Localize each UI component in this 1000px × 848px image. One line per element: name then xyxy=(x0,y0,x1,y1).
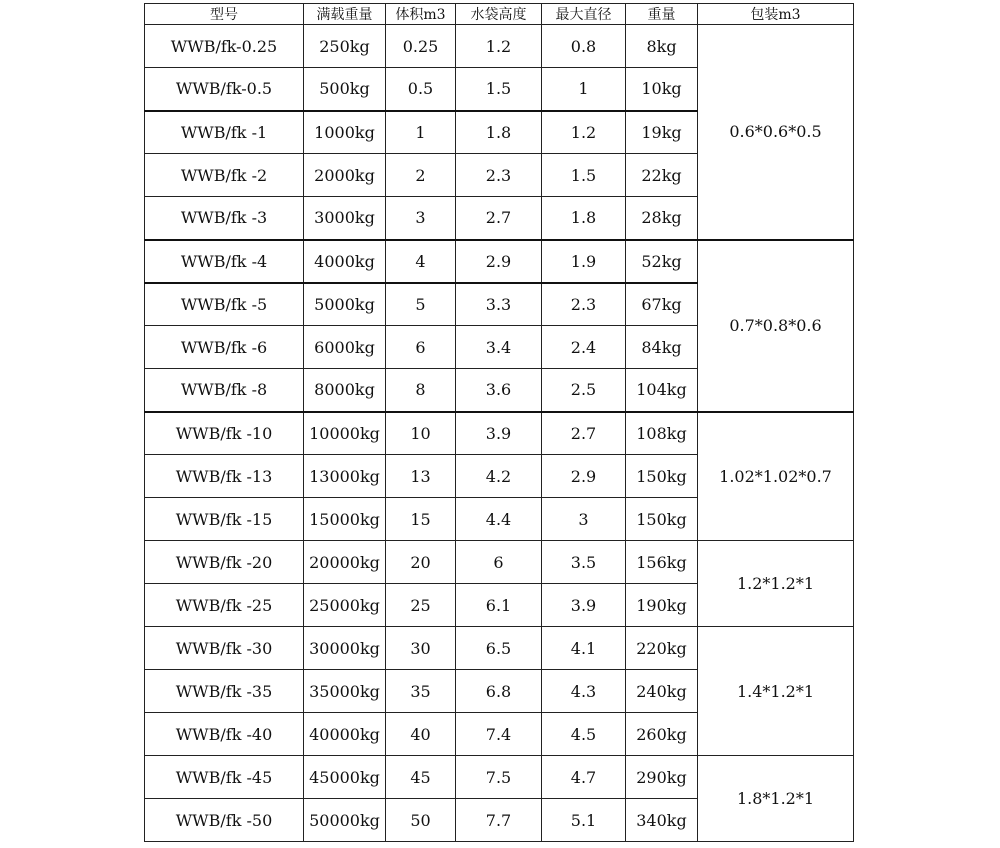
cell-diameter: 1.2 xyxy=(542,111,626,154)
cell-load: 35000kg xyxy=(304,670,386,713)
cell-diameter: 5.1 xyxy=(542,799,626,842)
cell-volume: 4 xyxy=(386,240,456,283)
cell-load: 1000kg xyxy=(304,111,386,154)
cell-volume: 13 xyxy=(386,455,456,498)
header-weight: 重量 xyxy=(626,4,698,25)
cell-weight: 67kg xyxy=(626,283,698,326)
cell-weight: 150kg xyxy=(626,455,698,498)
cell-volume: 45 xyxy=(386,756,456,799)
cell-height: 7.5 xyxy=(456,756,542,799)
cell-model: WWB/fk -3 xyxy=(145,197,304,240)
cell-volume: 25 xyxy=(386,584,456,627)
cell-volume: 30 xyxy=(386,627,456,670)
cell-height: 1.8 xyxy=(456,111,542,154)
cell-packing: 1.02*1.02*0.7 xyxy=(698,412,854,541)
cell-height: 3.9 xyxy=(456,412,542,455)
cell-weight: 260kg xyxy=(626,713,698,756)
cell-model: WWB/fk -6 xyxy=(145,326,304,369)
header-volume: 体积m3 xyxy=(386,4,456,25)
header-model: 型号 xyxy=(145,4,304,25)
cell-diameter: 3.5 xyxy=(542,541,626,584)
cell-volume: 40 xyxy=(386,713,456,756)
cell-load: 5000kg xyxy=(304,283,386,326)
cell-packing: 1.4*1.2*1 xyxy=(698,627,854,756)
cell-diameter: 1 xyxy=(542,68,626,111)
table-row xyxy=(145,240,854,283)
header-load: 满载重量 xyxy=(304,4,386,25)
cell-load: 2000kg xyxy=(304,154,386,197)
cell-weight: 220kg xyxy=(626,627,698,670)
cell-load: 45000kg xyxy=(304,756,386,799)
cell-volume: 0.5 xyxy=(386,68,456,111)
cell-load: 250kg xyxy=(304,25,386,68)
cell-model: WWB/fk -45 xyxy=(145,756,304,799)
cell-volume: 15 xyxy=(386,498,456,541)
cell-load: 8000kg xyxy=(304,369,386,412)
header-diameter: 最大直径 xyxy=(542,4,626,25)
cell-model: WWB/fk -4 xyxy=(145,240,304,283)
cell-volume: 8 xyxy=(386,369,456,412)
cell-height: 6 xyxy=(456,541,542,584)
cell-diameter: 4.7 xyxy=(542,756,626,799)
cell-model: WWB/fk -2 xyxy=(145,154,304,197)
cell-diameter: 0.8 xyxy=(542,25,626,68)
spec-table xyxy=(144,3,854,842)
cell-model: WWB/fk -1 xyxy=(145,111,304,154)
cell-model: WWB/fk -35 xyxy=(145,670,304,713)
cell-packing: 0.7*0.8*0.6 xyxy=(698,240,854,412)
table-row xyxy=(145,756,854,799)
cell-diameter: 1.5 xyxy=(542,154,626,197)
cell-model: WWB/fk -13 xyxy=(145,455,304,498)
table-header xyxy=(145,4,854,25)
cell-volume: 2 xyxy=(386,154,456,197)
cell-volume: 3 xyxy=(386,197,456,240)
cell-load: 50000kg xyxy=(304,799,386,842)
cell-weight: 8kg xyxy=(626,25,698,68)
cell-packing: 1.8*1.2*1 xyxy=(698,756,854,842)
cell-height: 7.4 xyxy=(456,713,542,756)
cell-model: WWB/fk -20 xyxy=(145,541,304,584)
cell-model: WWB/fk -10 xyxy=(145,412,304,455)
cell-weight: 84kg xyxy=(626,326,698,369)
cell-volume: 10 xyxy=(386,412,456,455)
cell-height: 4.4 xyxy=(456,498,542,541)
cell-volume: 5 xyxy=(386,283,456,326)
cell-height: 4.2 xyxy=(456,455,542,498)
cell-load: 25000kg xyxy=(304,584,386,627)
cell-weight: 190kg xyxy=(626,584,698,627)
cell-load: 15000kg xyxy=(304,498,386,541)
cell-diameter: 2.7 xyxy=(542,412,626,455)
cell-model: WWB/fk-0.25 xyxy=(145,25,304,68)
cell-model: WWB/fk -5 xyxy=(145,283,304,326)
table-body xyxy=(145,25,854,842)
cell-diameter: 2.5 xyxy=(542,369,626,412)
cell-weight: 19kg xyxy=(626,111,698,154)
cell-model: WWB/fk -15 xyxy=(145,498,304,541)
cell-height: 2.9 xyxy=(456,240,542,283)
table-row xyxy=(145,412,854,455)
cell-diameter: 4.3 xyxy=(542,670,626,713)
cell-volume: 1 xyxy=(386,111,456,154)
cell-packing: 0.6*0.6*0.5 xyxy=(698,25,854,240)
cell-model: WWB/fk -8 xyxy=(145,369,304,412)
cell-volume: 20 xyxy=(386,541,456,584)
cell-weight: 340kg xyxy=(626,799,698,842)
cell-diameter: 3 xyxy=(542,498,626,541)
cell-height: 3.4 xyxy=(456,326,542,369)
cell-model: WWB/fk-0.5 xyxy=(145,68,304,111)
cell-height: 2.3 xyxy=(456,154,542,197)
cell-height: 6.5 xyxy=(456,627,542,670)
cell-model: WWB/fk -50 xyxy=(145,799,304,842)
table-row xyxy=(145,541,854,584)
cell-height: 1.5 xyxy=(456,68,542,111)
cell-weight: 240kg xyxy=(626,670,698,713)
cell-load: 40000kg xyxy=(304,713,386,756)
table-row xyxy=(145,627,854,670)
cell-diameter: 2.4 xyxy=(542,326,626,369)
header-height: 水袋高度 xyxy=(456,4,542,25)
cell-height: 7.7 xyxy=(456,799,542,842)
cell-diameter: 1.8 xyxy=(542,197,626,240)
cell-weight: 150kg xyxy=(626,498,698,541)
cell-height: 3.6 xyxy=(456,369,542,412)
cell-load: 13000kg xyxy=(304,455,386,498)
cell-weight: 104kg xyxy=(626,369,698,412)
cell-diameter: 4.1 xyxy=(542,627,626,670)
cell-diameter: 2.3 xyxy=(542,283,626,326)
cell-volume: 0.25 xyxy=(386,25,456,68)
cell-height: 6.8 xyxy=(456,670,542,713)
cell-packing: 1.2*1.2*1 xyxy=(698,541,854,627)
cell-weight: 290kg xyxy=(626,756,698,799)
cell-load: 3000kg xyxy=(304,197,386,240)
cell-weight: 28kg xyxy=(626,197,698,240)
cell-diameter: 1.9 xyxy=(542,240,626,283)
cell-load: 10000kg xyxy=(304,412,386,455)
cell-model: WWB/fk -30 xyxy=(145,627,304,670)
cell-weight: 22kg xyxy=(626,154,698,197)
cell-height: 6.1 xyxy=(456,584,542,627)
header-row xyxy=(145,4,854,25)
cell-model: WWB/fk -40 xyxy=(145,713,304,756)
cell-volume: 35 xyxy=(386,670,456,713)
cell-weight: 52kg xyxy=(626,240,698,283)
cell-load: 30000kg xyxy=(304,627,386,670)
cell-diameter: 2.9 xyxy=(542,455,626,498)
header-packing: 包装m3 xyxy=(698,4,854,25)
cell-model: WWB/fk -25 xyxy=(145,584,304,627)
cell-load: 4000kg xyxy=(304,240,386,283)
cell-weight: 10kg xyxy=(626,68,698,111)
cell-height: 1.2 xyxy=(456,25,542,68)
cell-load: 500kg xyxy=(304,68,386,111)
cell-load: 20000kg xyxy=(304,541,386,584)
cell-diameter: 3.9 xyxy=(542,584,626,627)
table-row xyxy=(145,25,854,68)
cell-volume: 50 xyxy=(386,799,456,842)
cell-weight: 156kg xyxy=(626,541,698,584)
cell-weight: 108kg xyxy=(626,412,698,455)
cell-height: 3.3 xyxy=(456,283,542,326)
cell-height: 2.7 xyxy=(456,197,542,240)
cell-volume: 6 xyxy=(386,326,456,369)
cell-diameter: 4.5 xyxy=(542,713,626,756)
cell-load: 6000kg xyxy=(304,326,386,369)
